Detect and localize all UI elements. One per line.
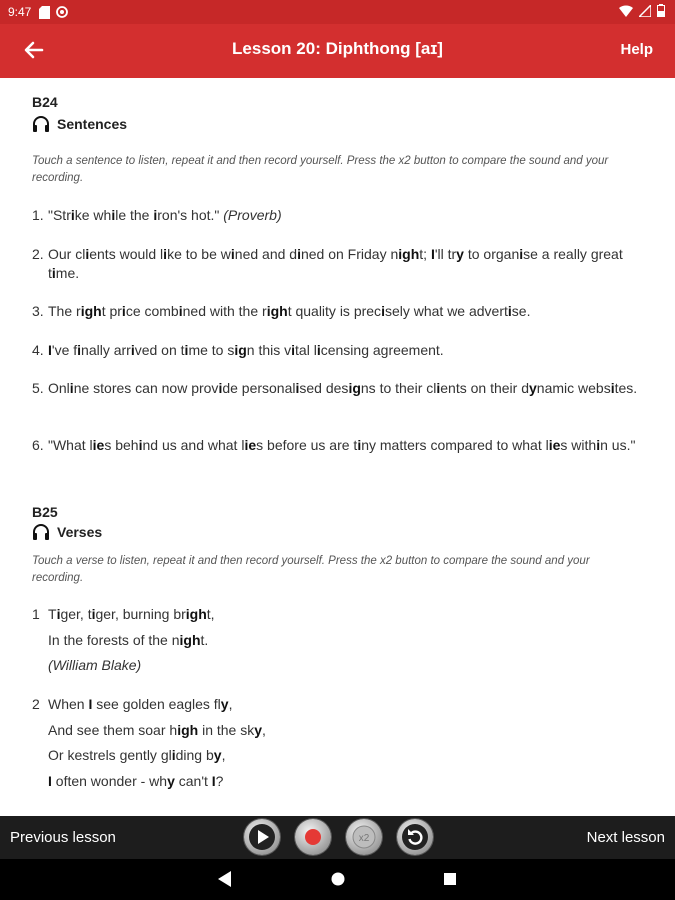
sentence-fragment: ns to their cl <box>360 380 437 396</box>
sentence-fragment: se. <box>511 303 531 319</box>
battery-icon <box>657 4 665 17</box>
verse-fragment: , <box>221 747 226 763</box>
diphthong-highlight: i <box>381 303 385 319</box>
section-code-b25: B25 <box>32 504 58 520</box>
sentence-fragment: de personal <box>222 380 296 396</box>
verse-line <box>48 747 225 763</box>
verse-fragment: T <box>48 606 57 622</box>
diphthong-highlight: i <box>610 380 615 396</box>
sentence-number: 5. <box>32 380 44 396</box>
diphthong-highlight: igh <box>266 303 288 319</box>
sentence-text <box>48 379 642 398</box>
diphthong-highlight: y <box>254 721 263 738</box>
verse-fragment: ding b <box>175 747 214 763</box>
lesson-content[interactable] <box>0 78 675 816</box>
nav-recents-icon[interactable] <box>443 871 457 887</box>
sentence-fragment: to organ <box>463 246 520 262</box>
diphthong-highlight: i <box>85 246 90 262</box>
section-code-b24: B24 <box>32 94 58 110</box>
diphthong-highlight: i <box>507 303 512 319</box>
diphthong-highlight: i <box>178 303 183 319</box>
diphthong-highlight: I <box>48 342 52 358</box>
verse-line <box>48 722 266 738</box>
sentence-fragment: s before us are t <box>256 437 358 453</box>
sentence-text <box>48 206 642 225</box>
sentence-item[interactable] <box>32 302 642 321</box>
sentence-fragment: sely what we advert <box>384 303 508 319</box>
diphthong-highlight: I <box>48 772 52 789</box>
verse-fragment: In the forests of the n <box>48 631 180 648</box>
sentence-fragment: t; <box>419 246 431 262</box>
diphthong-highlight: y <box>213 747 222 763</box>
verse-fragment: , <box>228 696 233 712</box>
compare-x2-icon <box>346 819 382 855</box>
sentence-fragment: s with <box>560 437 597 453</box>
diphthong-highlight: i <box>297 246 301 262</box>
verse-number: 1 <box>32 606 40 622</box>
sentence-fragment: s beh <box>104 437 139 453</box>
diphthong-highlight: i <box>291 342 296 358</box>
sentence-fragment: ke to be w <box>167 246 231 262</box>
verse-fragment: (William Blake) <box>48 657 142 673</box>
compare-x2-button[interactable] <box>346 819 382 855</box>
diphthong-highlight: igh <box>185 606 207 622</box>
section-heading-sentences[interactable] <box>32 115 127 133</box>
sentence-fragment: "Str <box>48 207 71 223</box>
headphones-icon <box>32 523 50 541</box>
verse-fragment: ? <box>215 772 224 789</box>
diphthong-highlight: i <box>230 246 235 262</box>
diphthong-highlight: i <box>91 606 96 622</box>
record-icon <box>295 819 331 855</box>
diphthong-highlight: ig <box>234 342 247 358</box>
diphthong-highlight: i <box>130 342 135 358</box>
sentence-fragment: tal l <box>295 342 317 358</box>
sentence-fragment: ents on their d <box>440 380 529 396</box>
sentence-fragment: ke wh <box>74 207 112 223</box>
diphthong-highlight: i <box>295 380 300 396</box>
verse-source <box>48 657 141 673</box>
diphthong-highlight: i <box>171 747 176 763</box>
sentence-fragment: n this v <box>246 342 292 358</box>
nav-home-icon[interactable] <box>331 871 345 887</box>
sentence-fragment: ents would l <box>89 246 164 262</box>
ban-icon <box>56 6 68 18</box>
sentence-fragment: ned with the r <box>182 303 267 319</box>
sentence-number: 3. <box>32 303 44 319</box>
verse-line <box>48 773 223 789</box>
status-notification-icons <box>39 6 68 19</box>
verse-line <box>48 632 208 648</box>
sentence-item[interactable] <box>32 341 642 360</box>
sentence-fragment: nally arr <box>81 342 131 358</box>
verse-fragment: t, <box>206 606 215 622</box>
diphthong-highlight: i <box>316 342 321 358</box>
sentence-fragment: t quality is prec <box>287 303 382 319</box>
diphthong-highlight: I <box>430 246 435 262</box>
play-icon <box>244 819 280 855</box>
play-button[interactable] <box>244 819 280 855</box>
diphthong-highlight: i <box>121 303 126 319</box>
sentence-fragment: "What l <box>48 437 93 453</box>
diphthong-highlight: i <box>51 265 56 281</box>
replay-icon <box>397 819 433 855</box>
app-bar <box>0 24 675 78</box>
sentence-item[interactable] <box>32 206 642 225</box>
diphthong-highlight: i <box>70 207 75 223</box>
sentence-source: (Proverb) <box>223 207 282 223</box>
sentence-fragment: 've f <box>51 342 78 358</box>
sentence-fragment: Our cl <box>48 246 86 262</box>
sentence-fragment: namic webs <box>536 380 611 396</box>
sentence-fragment: Onl <box>48 380 70 396</box>
diphthong-highlight: i <box>111 207 116 223</box>
sentences-instructions: Touch a sentence to listen, repeat it and then record yourself. Press the x2 button to compare the sound and your recording. <box>32 155 609 184</box>
diphthong-highlight: i <box>596 437 601 453</box>
sentence-number: 1. <box>32 207 44 223</box>
diphthong-highlight: igh <box>177 721 199 738</box>
verse-line <box>48 606 215 622</box>
diphthong-highlight: i <box>218 380 223 396</box>
diphthong-highlight: I <box>211 772 216 789</box>
system-nav-bar <box>0 859 675 900</box>
diphthong-highlight: I <box>88 696 93 712</box>
sentence-number: 6. <box>32 437 44 453</box>
diphthong-highlight: i <box>184 342 189 358</box>
record-button[interactable] <box>295 819 331 855</box>
verse-number: 2 <box>32 696 40 712</box>
headphones-icon <box>32 115 50 133</box>
diphthong-highlight: igh <box>179 631 201 648</box>
sentence-text <box>48 341 642 360</box>
sentence-fragment: ned and d <box>234 246 298 262</box>
sentence-fragment: censing agreement. <box>320 342 444 358</box>
sentence-fragment: me to s <box>188 342 235 358</box>
verse-fragment: in the sk <box>198 721 255 738</box>
diphthong-highlight: ig <box>348 380 361 396</box>
verses-instructions: Touch a verse to listen, repeat it and then record yourself. Press the x2 button to compare the sound and your recording. <box>32 555 590 584</box>
diphthong-highlight: ie <box>92 437 105 453</box>
sentence-fragment: ned on Friday n <box>300 246 399 262</box>
sentence-item[interactable] <box>32 436 642 455</box>
verse-fragment: And see them soar h <box>48 721 178 738</box>
sentence-number: 4. <box>32 342 44 358</box>
diphthong-highlight: i <box>519 246 524 262</box>
sentence-fragment: me. <box>55 265 80 281</box>
verse-fragment: ger, burning br <box>95 606 186 622</box>
help-button[interactable]: Help <box>620 41 653 58</box>
diphthong-highlight: igh <box>398 246 420 262</box>
next-lesson-button[interactable]: Next lesson <box>586 829 665 846</box>
diphthong-highlight: y <box>220 696 229 712</box>
verse-fragment: can't <box>174 772 212 789</box>
diphthong-highlight: i <box>69 380 74 396</box>
diphthong-highlight: i <box>163 246 168 262</box>
sentence-number: 2. <box>32 246 44 262</box>
verse-line <box>48 696 232 712</box>
signal-icon <box>639 5 651 17</box>
sentence-fragment: ne stores can now prov <box>73 380 219 396</box>
diphthong-highlight: i <box>436 380 441 396</box>
diphthong-highlight: y <box>529 380 537 396</box>
verse-item[interactable] <box>32 606 632 681</box>
sentence-fragment: nd us and what l <box>142 437 245 453</box>
sentence-fragment: se a really great t <box>48 246 623 281</box>
sentence-text <box>48 302 642 321</box>
verse-fragment: When <box>48 696 89 712</box>
sentence-fragment: t pr <box>101 303 122 319</box>
sentence-text <box>48 436 642 455</box>
diphthong-highlight: ie <box>548 437 561 453</box>
diphthong-highlight: i <box>153 207 158 223</box>
sentence-item[interactable] <box>32 245 642 283</box>
sentence-fragment: le the <box>115 207 154 223</box>
section-heading-label: Sentences <box>57 116 128 132</box>
previous-lesson-button[interactable]: Previous lesson <box>10 829 116 846</box>
sentence-fragment: sed des <box>299 380 349 396</box>
section-heading-label: Verses <box>57 524 103 540</box>
sd-card-icon <box>39 6 50 19</box>
lesson-title: Lesson 20: Diphthong [aɪ] <box>232 39 443 58</box>
sentence-text <box>48 245 642 283</box>
sentence-item[interactable] <box>32 379 642 398</box>
sentence-fragment: n us." <box>600 437 636 453</box>
verse-fragment: often wonder - wh <box>51 772 168 789</box>
diphthong-highlight: i <box>56 606 61 622</box>
status-time: 9:47 <box>8 5 32 19</box>
replay-button[interactable] <box>397 819 433 855</box>
section-heading-verses[interactable] <box>32 523 102 541</box>
diphthong-highlight: i <box>138 437 143 453</box>
verse-fragment: Or kestrels gently gl <box>48 747 172 763</box>
sentence-fragment: The r <box>48 303 81 319</box>
diphthong-highlight: ie <box>244 437 257 453</box>
verse-fragment: ger, t <box>60 606 92 622</box>
wifi-icon <box>619 5 633 17</box>
sentence-fragment: ron's hot." <box>157 207 224 223</box>
diphthong-highlight: y <box>167 772 175 789</box>
diphthong-highlight: y <box>456 246 464 262</box>
sentence-fragment: ved on t <box>134 342 185 358</box>
sentence-fragment: ce comb <box>125 303 179 319</box>
status-bar <box>0 0 675 24</box>
sentence-fragment: ny matters compared to what l <box>361 437 549 453</box>
diphthong-highlight: i <box>77 342 82 358</box>
nav-back-icon[interactable] <box>218 871 232 887</box>
sentence-fragment: 'll tr <box>434 246 457 262</box>
verse-fragment: , <box>262 721 266 738</box>
compare-x2-label: x2 <box>358 833 370 844</box>
bottom-control-bar <box>0 816 675 859</box>
verse-fragment: see golden eagles fl <box>92 696 221 712</box>
verse-fragment: t. <box>200 631 209 648</box>
verse-item[interactable] <box>32 696 632 796</box>
diphthong-highlight: igh <box>80 303 102 319</box>
sentence-fragment: tes. <box>614 380 638 396</box>
diphthong-highlight: i <box>357 437 362 453</box>
